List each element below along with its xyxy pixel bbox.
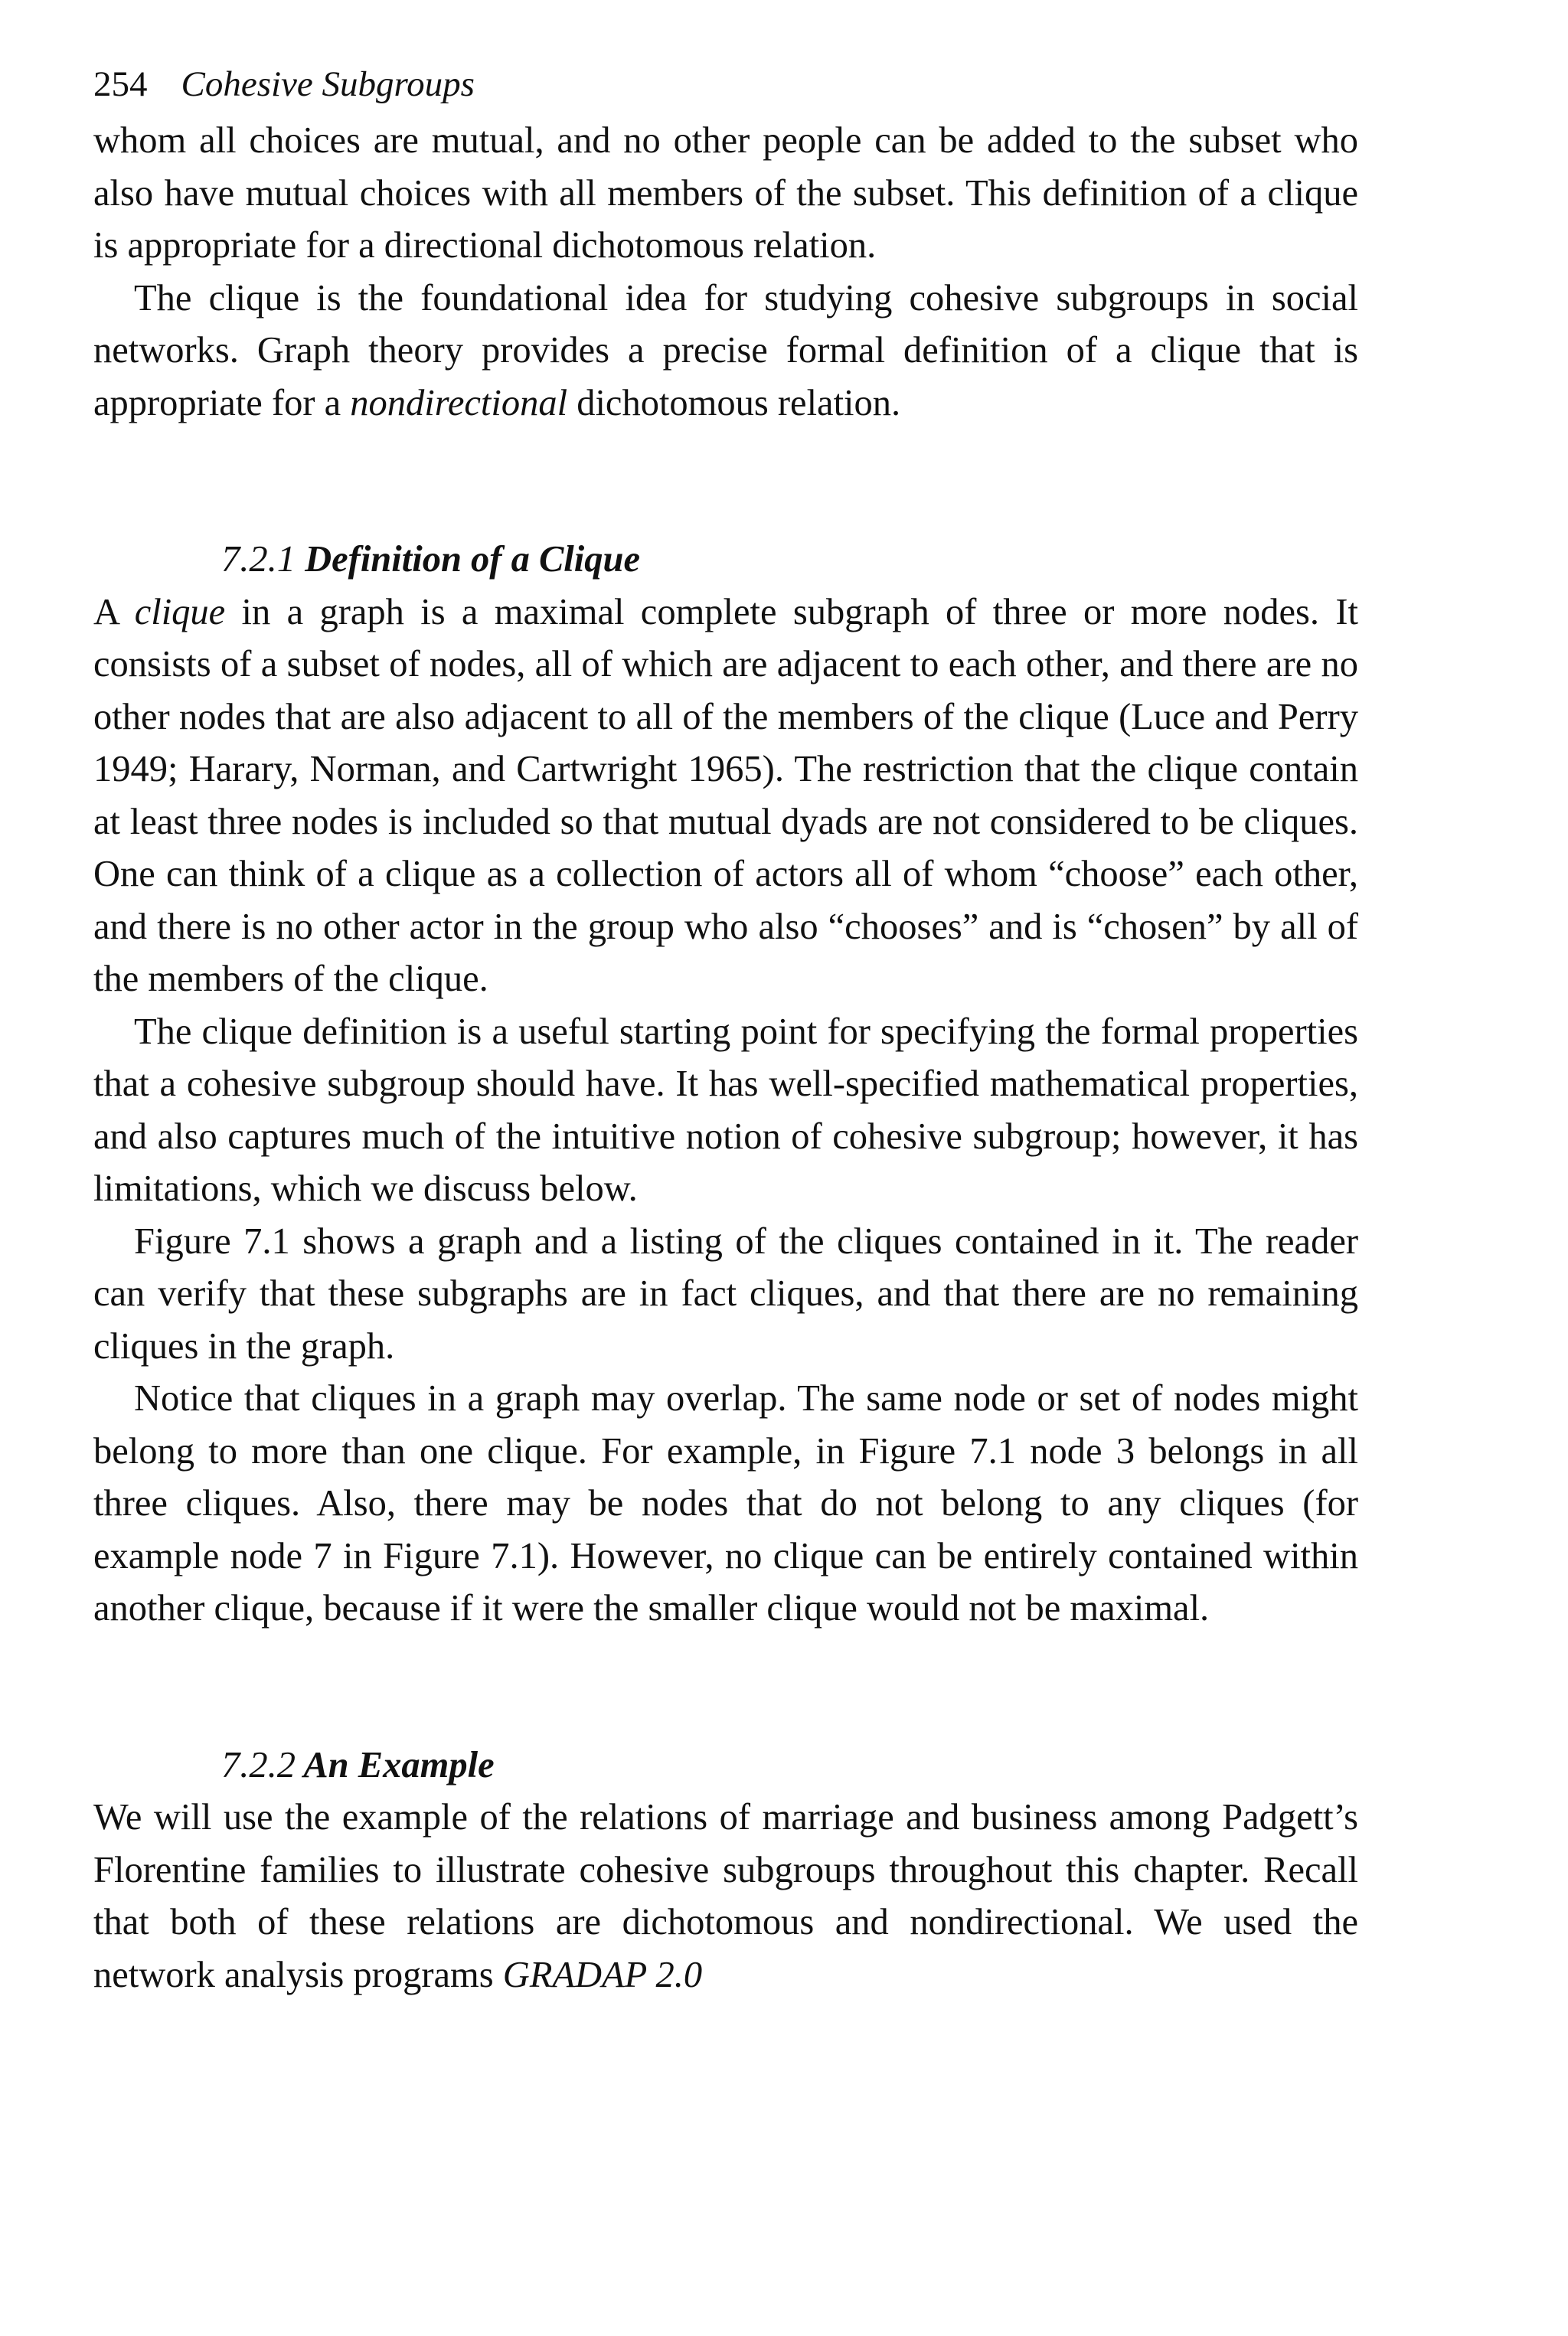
section-number: 7.2.1 [221, 539, 296, 580]
section-7-2-1-paragraph-1: A clique in a graph is a maximal complete subgraph of three or more nodes. It consists of a subset of nodes, all of which are adjacent to each other, and there are no other nodes that are also adjacent to all of the members of the clique (Luce and Perry 1949; Harary, Norman, and Cartwright 1965). The restriction that the clique contain at least three nodes is included so that mutual dyads are not considered to be cliques. One can think of a clique as a collection of actors all of whom “choose” each other, and there is no other actor in the group who also “chooses” and is “chosen” by all of the members of the clique. [93, 591, 1358, 999]
intro-paragraph-2: The clique is the foundational idea for studying cohesive subgroups in social networks. Graph theory provides a precise formal definition of a clique that is appropriate for a nondirectional dichotomous relation. [93, 277, 1358, 423]
section-title: An Example [303, 1744, 495, 1785]
section-7-2-2-paragraph-1: We will use the example of the relations of marriage and business among Padgett’s Florentine families to illustrate cohesive subgroups throughout this chapter. Recall that both of these relations are dichotomous and nondirectional. We used the network analysis programs GRADAP 2.0 [93, 1797, 1358, 1995]
running-head-title: Cohesive Subgroups [181, 64, 475, 104]
section-number: 7.2.2 [221, 1744, 296, 1785]
italic-program-name: GRADAP 2.0 [502, 1954, 703, 1995]
italic-term-clique: clique [134, 591, 226, 632]
italic-term-nondirectional: nondirectional [350, 382, 568, 423]
section-7-2-1-paragraph-3: Figure 7.1 shows a graph and a listing of the cliques contained in it. The reader can verify that these subgraphs are in fact cliques, and that there are no remaining cliques in the graph. [93, 1220, 1358, 1367]
running-head [93, 61, 1358, 107]
section-heading-7-2-1 [221, 534, 1358, 586]
book-page [93, 61, 1358, 2001]
intro-paragraph-1: whom all choices are mutual, and no other people can be added to the subset who also have mutual choices with all members of the subset. This definition of a clique is appropriate for a directional dichotomous relation. [93, 120, 1358, 266]
page-number: 254 [93, 64, 148, 104]
section-7-2-1-paragraph-4: Notice that cliques in a graph may overlap. The same node or set of nodes might belong to more than one clique. For example, in Figure 7.1 node 3 belongs in all three cliques. Also, there may be nodes that do not belong to any cliques (for example node 7 in Figure 7.1). However, no clique can be entirely contained within another clique, because if it were the smaller clique would not be maximal. [93, 1378, 1358, 1629]
section-7-2-1-paragraph-2: The clique definition is a useful starting point for specifying the formal properties that a cohesive subgroup should have. It has well-specified mathematical properties, and also captures much of the intuitive notion of cohesive subgroup; however, it has limitations, which we discuss below. [93, 1011, 1358, 1209]
section-heading-7-2-2 [221, 1740, 1358, 1792]
section-title: Definition of a Clique [305, 539, 640, 580]
